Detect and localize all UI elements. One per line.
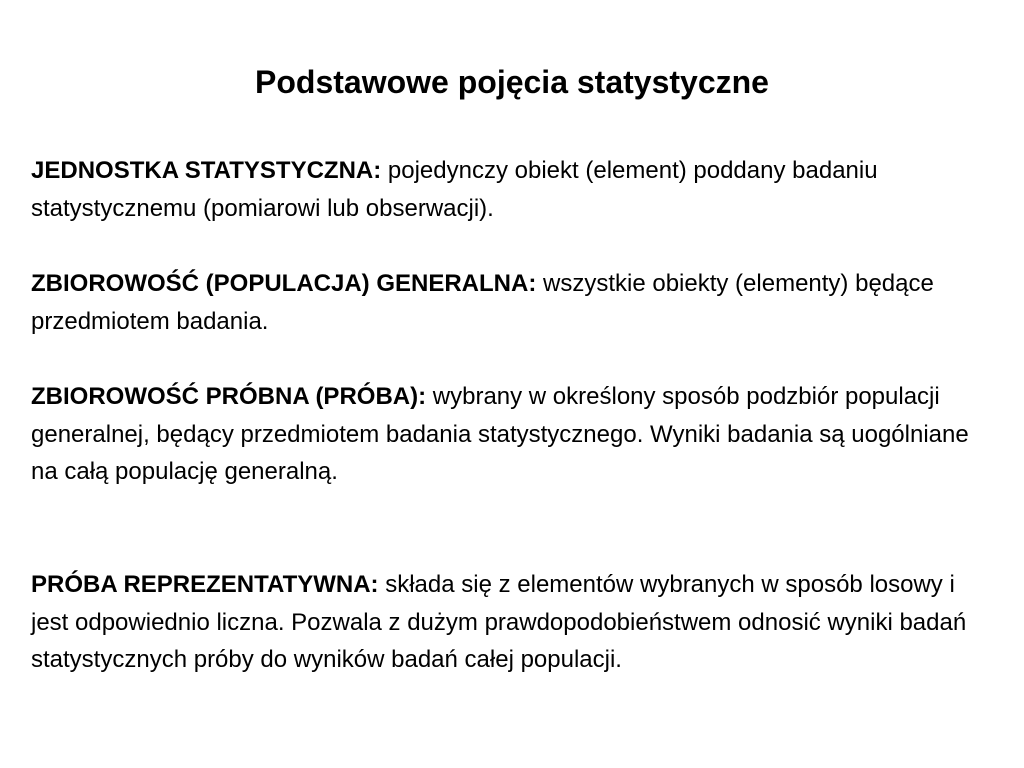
slide-title: Podstawowe pojęcia statystyczne [255, 64, 769, 100]
definition-zbiorowosc-generalna [31, 265, 993, 340]
definition-term: PRÓBA REPREZENTATYWNA: [31, 571, 379, 598]
definition-term: JEDNOSTKA STATYSTYCZNA: [31, 157, 382, 184]
definition-text: pojedynczy obiekt (element) poddany badaniu statystycznemu (pomiarowi lub obserwacji). [31, 157, 878, 222]
definition-term: ZBIOROWOŚĆ PRÓBNA (PRÓBA): [31, 383, 427, 410]
definition-proba-reprezentatywna [31, 566, 993, 679]
definition-text: składa się z elementów wybranych w sposób losowy i jest odpowiednio liczna. Pozwala z dużym prawdopodobieństwem odnosić wyniki badań statystycznych próby do wyników badań całej populacji. [31, 571, 967, 673]
definition-zbiorowosc-probna [31, 378, 993, 491]
definition-jednostka-statystyczna [31, 152, 993, 227]
definition-text: wszystkie obiekty (elementy) będące przedmiotem badania. [31, 270, 934, 335]
definition-text: wybrany w określony sposób podzbiór populacji generalnej, będący przedmiotem badania statystycznego. Wyniki badania są uogólniane na całą populację generalną. [31, 383, 969, 485]
definition-term: ZBIOROWOŚĆ (POPULACJA) GENERALNA: [31, 270, 537, 297]
